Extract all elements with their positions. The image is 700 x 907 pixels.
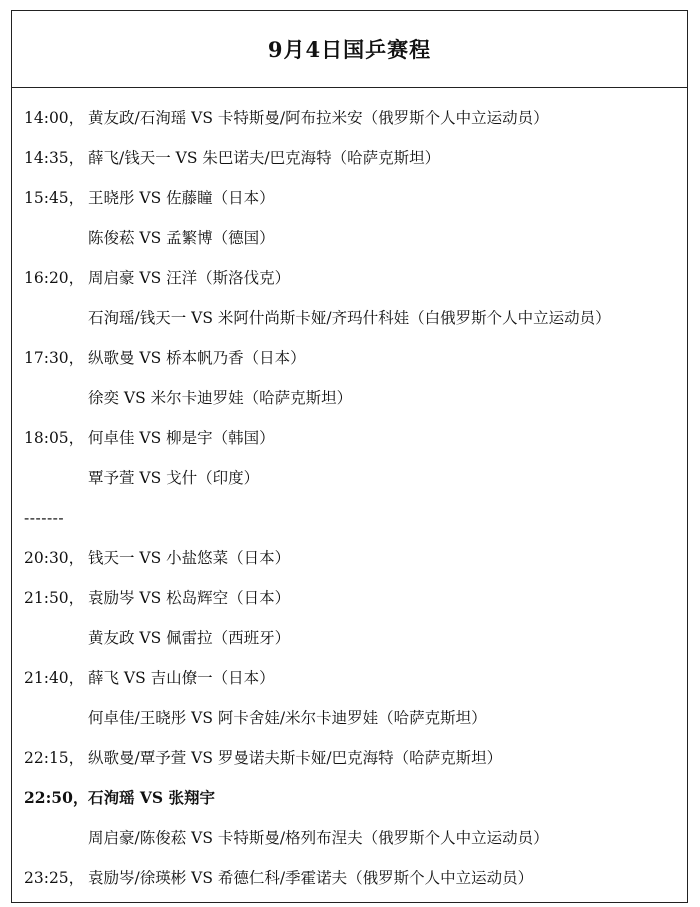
match-time: 20:30， (24, 549, 85, 567)
match-description: 纵歌曼 VS 桥本帆乃香（日本） (88, 349, 306, 367)
match-description: 覃予萱 VS 戈什（印度） (88, 469, 260, 487)
match-time: 21:40， (24, 669, 85, 687)
match-description: 袁励岑 VS 松岛辉空（日本） (88, 589, 291, 607)
schedule-row (12, 258, 687, 298)
match-time: 22:15， (24, 749, 85, 767)
match-description: 陈俊菘 VS 孟繁博（德国） (88, 229, 275, 247)
schedule-row (12, 538, 687, 578)
schedule-row (12, 618, 687, 658)
match-description: 钱天一 VS 小盐悠菜（日本） (88, 549, 291, 567)
match-description: 纵歌曼/覃予萱 VS 罗曼诺夫斯卡娅/巴克海特（哈萨克斯坦） (88, 749, 503, 767)
match-time: 14:00， (24, 109, 85, 127)
schedule-row (12, 778, 687, 818)
divider-text: ------- (24, 509, 65, 527)
match-description: 黄友政/石洵瑶 VS 卡特斯曼/阿布拉米安（俄罗斯个人中立运动员） (88, 109, 549, 127)
schedule-row (12, 738, 687, 778)
schedule-row (12, 178, 687, 218)
match-description: 何卓佳/王晓彤 VS 阿卡舍娃/米尔卡迪罗娃（哈萨克斯坦） (88, 709, 487, 727)
match-time: 22:50， (24, 788, 89, 807)
match-description: 石洵瑶/钱天一 VS 米阿什尚斯卡娅/齐玛什科娃（白俄罗斯个人中立运动员） (88, 309, 611, 327)
schedule-row (12, 458, 687, 498)
match-time: 21:50， (24, 589, 85, 607)
schedule-list (12, 98, 687, 898)
schedule-frame (11, 10, 688, 903)
match-description: 薛飞 VS 吉山僚一（日本） (88, 669, 275, 687)
schedule-row (12, 378, 687, 418)
schedule-row (12, 338, 687, 378)
match-time: 16:20， (24, 269, 85, 287)
schedule-row (12, 698, 687, 738)
schedule-row (12, 98, 687, 138)
title-box (12, 11, 687, 88)
schedule-row (12, 218, 687, 258)
schedule-row (12, 858, 687, 898)
match-time: 18:05， (24, 429, 85, 447)
match-time: 14:35， (24, 149, 85, 167)
match-time: 17:30， (24, 349, 85, 367)
schedule-row (12, 418, 687, 458)
match-description: 石洵瑶 VS 张翔宇 (88, 788, 216, 807)
page-title: 9月4日国乒赛程 (267, 37, 432, 62)
schedule-row (12, 818, 687, 858)
match-description: 徐奕 VS 米尔卡迪罗娃（哈萨克斯坦） (88, 389, 353, 407)
match-time: 15:45， (24, 189, 85, 207)
schedule-row (12, 658, 687, 698)
match-description: 何卓佳 VS 柳是宇（韩国） (88, 429, 275, 447)
schedule-row (12, 298, 687, 338)
match-time: 23:25， (24, 869, 85, 887)
match-description: 周启豪/陈俊菘 VS 卡特斯曼/格列布涅夫（俄罗斯个人中立运动员） (88, 829, 549, 847)
match-description: 袁励岑/徐瑛彬 VS 希德仁科/季霍诺夫（俄罗斯个人中立运动员） (88, 869, 534, 887)
schedule-row (12, 578, 687, 618)
match-description: 黄友政 VS 佩雷拉（西班牙） (88, 629, 291, 647)
schedule-divider (12, 498, 687, 538)
match-description: 薛飞/钱天一 VS 朱巴诺夫/巴克海特（哈萨克斯坦） (88, 149, 441, 167)
match-description: 王晓彤 VS 佐藤瞳（日本） (88, 189, 275, 207)
schedule-row (12, 138, 687, 178)
match-description: 周启豪 VS 汪洋（斯洛伐克） (88, 269, 291, 287)
